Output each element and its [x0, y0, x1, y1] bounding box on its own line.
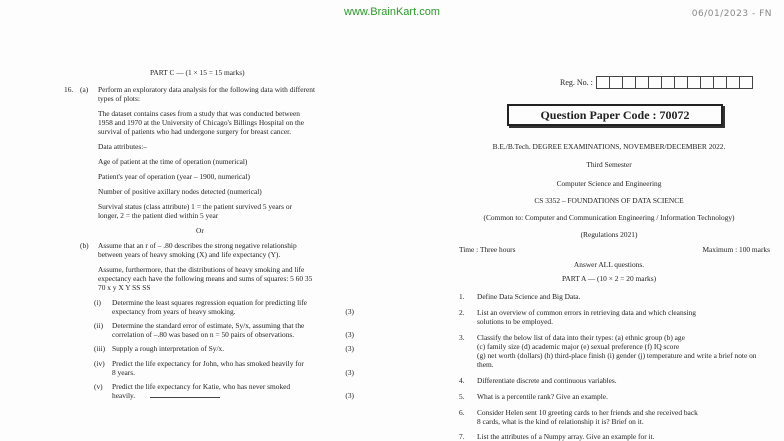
question-paper-code: Question Paper Code : 70072 — [507, 104, 723, 126]
question-number: 6. — [459, 408, 465, 417]
attribute-2: Patient's year of operation (year – 1900, numerical) — [98, 172, 250, 181]
time-label: Time : Three hours — [459, 245, 516, 254]
answer-all: Answer ALL questions. — [573, 260, 645, 269]
assume-line2: expectancy each have the following means and sums of squares: 5 60 35 — [98, 274, 313, 283]
department: Computer Science and Engineering — [556, 179, 662, 188]
regulations: (Regulations 2021) — [580, 230, 638, 239]
attribute-4-line1: Survival status (class attribute) 1 = the patient survived 5 years or — [98, 202, 293, 211]
semester: Third Semester — [586, 160, 632, 169]
sub-item-roman: (iv) — [94, 359, 105, 368]
question-line1: Define Data Science and Big Data. — [477, 292, 581, 301]
q16a-line2: types of plots: — [98, 94, 140, 103]
exam-title: B.E./B.Tech. DEGREE EXAMINATIONS, NOVEMBER/DECEMBER 2022. — [492, 142, 726, 151]
sub-item-marks: (3) — [345, 391, 354, 400]
part-a-heading: PART A — (10 × 2 = 20 marks) — [561, 274, 657, 283]
reg-no-boxes — [596, 76, 753, 89]
site-watermark: www.BrainKart.com — [344, 6, 440, 18]
question-line1: What is a percentile rank? Give an example. — [477, 392, 608, 401]
question-line2: (c) family size (d) academic major (e) sexual preference (f) IQ score — [477, 342, 680, 351]
part-c-heading: PART C — (1 × 15 = 15 marks) — [150, 68, 245, 77]
sub-item-line1: Determine the least squares regression equation for predicting life — [112, 298, 307, 307]
common-to: (Common to: Computer and Communication Engineering / Information Technology) — [483, 213, 735, 222]
assume-line3: 70 x y X Y SS SS — [98, 283, 151, 292]
end-rule — [150, 397, 220, 398]
question-line1: Classify the below list of data into their types: (a) ethnic group (b) age — [477, 333, 685, 342]
reg-no-label: Reg. No. : — [560, 78, 593, 87]
question-line1: List the attributes of a Numpy array. Give an example for it. — [477, 432, 655, 441]
question-line1: Differentiate discrete and continuous variables. — [477, 376, 617, 385]
question-line2: solutions to be employed. — [477, 317, 553, 326]
or-separator: Or — [196, 226, 204, 235]
sub-item-line1: Predict the life expectancy for John, who has smoked heavily for — [112, 359, 304, 368]
question-line2: 8 cards, what is the kind of relationship it is? Brief on it. — [477, 417, 644, 426]
sub-item-line2: correlation of –.80 was based on n = 50 pairs of observations. — [112, 330, 295, 339]
sub-item-roman: (i) — [94, 298, 101, 307]
question-number: 2. — [459, 308, 465, 317]
attributes-heading: Data attributes:– — [98, 142, 148, 151]
sub-item-roman: (ii) — [94, 321, 104, 330]
handwritten-date: 06/01/2023 - FN — [691, 9, 772, 19]
question-number: 4. — [459, 376, 465, 385]
attribute-4-line2: longer, 2 = the patient died within 5 year — [98, 211, 219, 220]
q16b-line1: Assume that an r of – .80 describes the strong negative relationship — [98, 241, 297, 250]
q16b-label: (b) — [80, 241, 89, 250]
question-number: 1. — [459, 292, 465, 301]
sub-item-marks: (3) — [345, 307, 354, 316]
sub-item-line1: Predict the life expectancy for Katie, who has never smoked — [112, 382, 291, 391]
dataset-line2: 1958 and 1970 at the University of Chicago's Billings Hospital on the — [98, 118, 304, 127]
sub-item-line2: heavily. — [112, 391, 136, 400]
reg-no-field — [560, 76, 753, 89]
dataset-line3: survival of patients who had undergone surgery for breast cancer. — [98, 127, 292, 136]
question-line1: Consider Helen sent 10 greeting cards to her friends and she received back — [477, 408, 698, 417]
q16-number: 16. — [64, 85, 74, 94]
question-number: 3. — [459, 333, 465, 342]
dataset-line1: The dataset contains cases from a study that was conducted between — [98, 109, 300, 118]
sub-item-line2: expectancy from years of heavy smoking. — [112, 307, 236, 316]
q16a-label: (a) — [80, 85, 89, 94]
assume-line1: Assume, furthermore, that the distributions of heavy smoking and life — [98, 265, 305, 274]
sub-item-line2: 8 years. — [112, 368, 135, 377]
sub-item-marks: (3) — [345, 330, 354, 339]
maximum-marks: Maximum : 100 marks — [702, 245, 770, 254]
part-a-questions — [459, 292, 770, 441]
question-number: 7. — [459, 432, 465, 441]
question-line1: List an overview of common errors in retrieving data and which cleansing — [477, 308, 696, 317]
sub-item-line1: Supply a rough interpretation of Sy/x. — [112, 344, 225, 353]
q16a-line1: Perform an exploratory data analysis for the following data with different — [98, 85, 315, 94]
sub-item-roman: (v) — [94, 382, 103, 391]
question-line3: (g) net worth (dollars) (h) third-place finish (i) gender (j) temperature and write a brief note on them. — [477, 351, 757, 369]
attribute-1: Age of patient at the time of operation (numerical) — [98, 157, 248, 166]
question-16 — [64, 85, 354, 405]
q16b-line2: between years of heavy smoking (X) and life expectancy (Y). — [98, 250, 281, 259]
sub-item-line1: Determine the standard error of estimate, Sy/x, assuming that the — [112, 321, 305, 330]
sub-item-marks: (3) — [345, 368, 354, 377]
question-number: 5. — [459, 392, 465, 401]
course-title: CS 3352 – FOUNDATIONS OF DATA SCIENCE — [534, 196, 684, 205]
sub-item-roman: (iii) — [94, 344, 106, 353]
sub-item-marks: (3) — [345, 344, 354, 353]
attribute-3: Number of positive axillary nodes detected (numerical) — [98, 187, 262, 196]
